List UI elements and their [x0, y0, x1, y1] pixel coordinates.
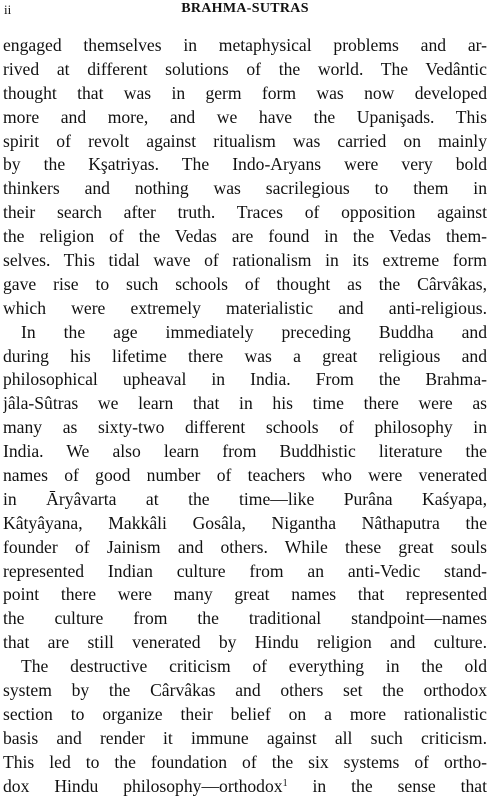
text-line: many as sixty-two different schools of philosophy in — [3, 417, 487, 438]
text-line: Kâtyâyana, Makkâli Gosâla, Nigantha Nâthaputra the — [3, 512, 487, 533]
page-number: ii — [4, 2, 12, 17]
text-line: gave rise to such schools of thought as the Cârvâkas, — [3, 273, 487, 294]
text-line: thought that was in germ form was now developed — [3, 82, 487, 103]
body-text — [3, 34, 487, 799]
text-line: during his lifetime there was a great religious and — [3, 345, 487, 366]
text-line: the culture from the traditional standpoint—names — [3, 608, 487, 629]
text-line: names of good number of teachers who were venerated — [3, 465, 487, 486]
text-line: philosophical upheaval in India. From the Brahma- — [3, 369, 487, 390]
text-line: the religion of the Vedas are found in the Vedas them- — [3, 226, 487, 247]
paragraph-1 — [3, 34, 487, 321]
paragraph-2 — [3, 321, 487, 655]
running-head: BRAHMA-SUTRAS — [181, 1, 309, 16]
text-line: by the Kşatriyas. The Indo-Aryans were very bold — [3, 154, 487, 175]
text-line: India. We also learn from Buddhistic literature the — [3, 441, 487, 462]
text-line: selves. This tidal wave of rationalism in its extreme form — [3, 250, 487, 271]
text-line: founder of Jainism and others. While these great souls — [3, 536, 487, 557]
text-line: that are still venerated by Hindu religion and culture. — [3, 632, 487, 653]
text-line: point there were many great names that represented — [3, 584, 487, 605]
text-line: This led to the foundation of the six systems of ortho- — [3, 751, 487, 772]
text-line: thinkers and nothing was sacrilegious to them in — [3, 178, 487, 199]
text-line: which were extremely materialistic and anti-religious. — [3, 297, 487, 318]
text-line: jâla-Sûtras we learn that in his time there were as — [3, 393, 487, 414]
text-line: In the age immediately preceding Buddha and — [21, 321, 487, 342]
text-line: their search after truth. Traces of opposition against — [3, 202, 487, 223]
text-line-with-footnote — [3, 775, 487, 799]
text-line: rived at different solutions of the world. The Vedântic — [3, 58, 487, 79]
page-header — [0, 1, 490, 21]
text-line: represented Indian culture from an anti-Vedic stand- — [3, 560, 487, 581]
text-line: The destructive criticism of everything in the old — [21, 656, 487, 677]
text-line: system by the Cârvâkas and others set the orthodox — [3, 680, 487, 701]
text-line: engaged themselves in metaphysical problems and ar- — [3, 35, 487, 55]
text-line: more and more, and we have the Upanişads. This — [3, 106, 487, 127]
footnote-marker[interactable]: 1 — [282, 777, 288, 789]
text-line: spirit of revolt against ritualism was carried on mainly — [3, 130, 487, 151]
text-line: in Āryâvarta at the time—like Purâna Kaśyapa, — [3, 488, 487, 509]
paragraph-3 — [3, 655, 487, 798]
text-line: basis and render it immune against all such criticism. — [3, 727, 487, 748]
text-line: section to organize their belief on a more rationalistic — [3, 703, 487, 724]
text-fragment: in the sense that — [287, 775, 487, 796]
text-fragment: dox Hindu philosophy—orthodox — [3, 775, 283, 796]
